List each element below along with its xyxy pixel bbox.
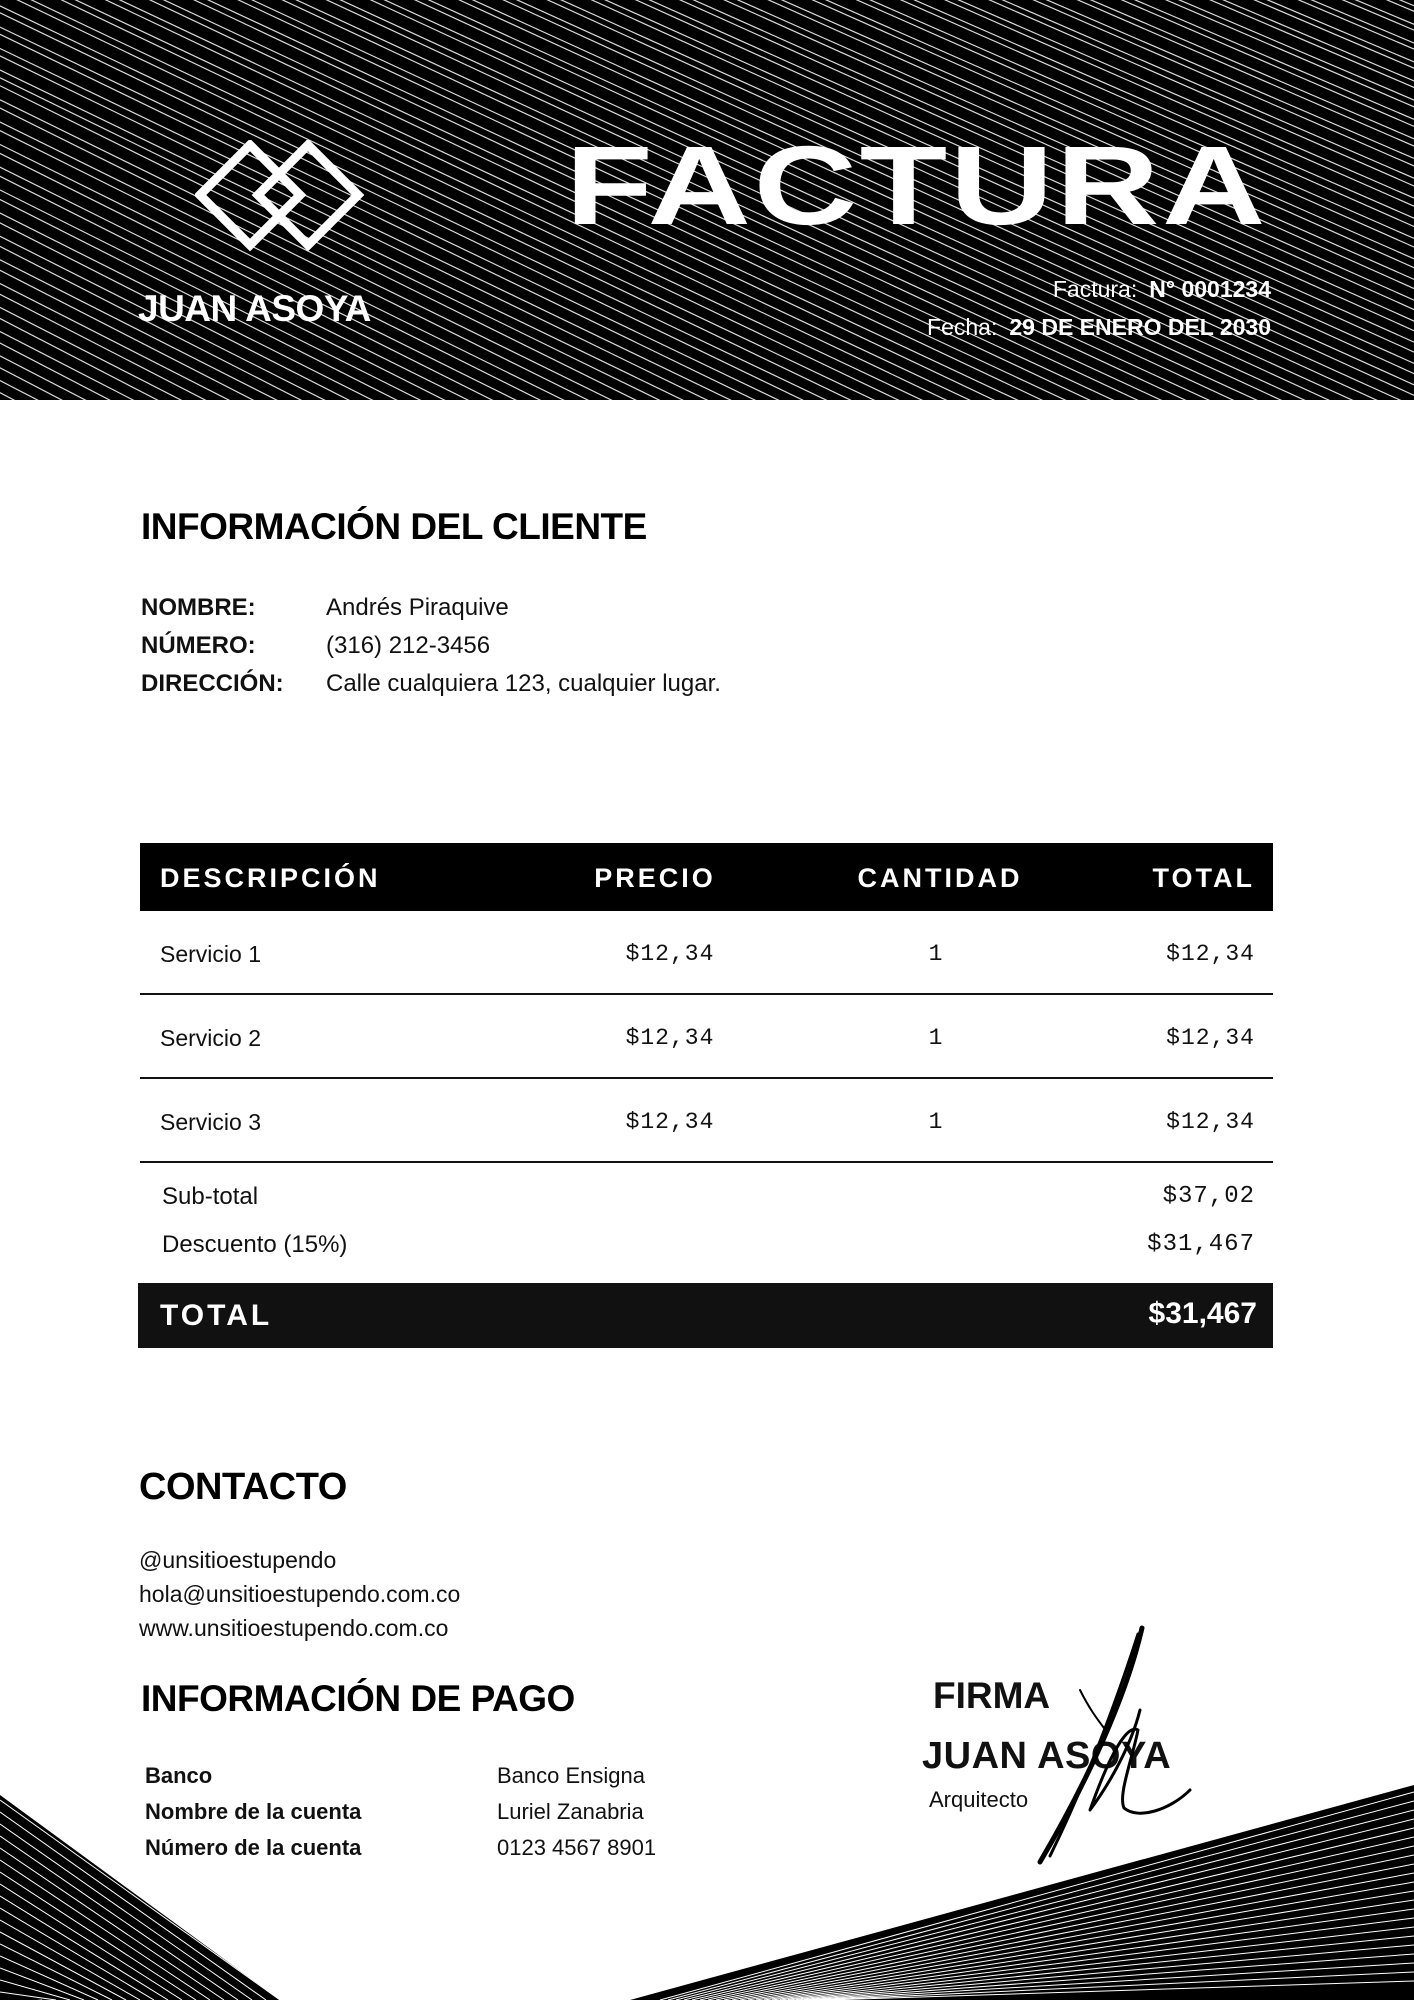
payment-account-number-value: 0123 4567 8901 <box>497 1835 657 1860</box>
invoice-date: 29 DE ENERO DEL 2030 <box>1009 314 1271 340</box>
payment-info-title: INFORMACIÓN DE PAGO <box>141 1678 575 1719</box>
document-title: FACTURA <box>565 123 1268 248</box>
client-address-label: DIRECCIÓN: <box>141 670 284 697</box>
client-name-value: Andrés Piraquive <box>326 594 509 621</box>
invoice-number: N° 0001234 <box>1149 276 1271 302</box>
discount-value: $31,467 <box>1147 1231 1255 1258</box>
item-price: $12,34 <box>625 941 715 967</box>
item-total: $12,34 <box>1166 1109 1255 1135</box>
item-price: $12,34 <box>625 1109 715 1135</box>
item-price: $12,34 <box>625 1025 715 1051</box>
discount-label: Descuento (15%) <box>162 1231 348 1258</box>
payment-account-name-value: Luriel Zanabria <box>497 1799 644 1824</box>
item-quantity: 1 <box>928 1109 944 1135</box>
handwritten-signature-icon <box>1020 1620 1210 1870</box>
grand-total-label: TOTAL <box>160 1299 273 1332</box>
client-phone-value: (316) 212-3456 <box>326 632 491 659</box>
payment-account-name-label: Nombre de la cuenta <box>145 1799 362 1824</box>
item-total: $12,34 <box>1166 1025 1255 1051</box>
payment-account-number-label: Número de la cuenta <box>145 1835 362 1860</box>
payment-bank-value: Banco Ensigna <box>497 1763 645 1788</box>
column-header-price: PRECIO <box>594 863 716 893</box>
signer-role: Arquitecto <box>929 1787 1029 1812</box>
contact-email: hola@unsitioestupendo.com.co <box>139 1581 461 1607</box>
grand-total-value: $31,467 <box>1148 1297 1257 1330</box>
signer-name: JUAN ASOYA <box>922 1735 1172 1777</box>
signature-label: FIRMA <box>933 1675 1051 1716</box>
client-phone-label: NÚMERO: <box>141 632 256 659</box>
item-description: Servicio 1 <box>160 941 261 967</box>
item-description: Servicio 2 <box>160 1025 261 1051</box>
contact-social-handle: @unsitioestupendo <box>139 1547 337 1573</box>
item-quantity: 1 <box>928 941 944 967</box>
client-address-value: Calle cualquiera 123, cualquier lugar. <box>326 670 721 697</box>
invoice-date-label: Fecha: <box>927 314 998 340</box>
contact-website: www.unsitioestupendo.com.co <box>139 1615 449 1641</box>
client-name-label: NOMBRE: <box>141 594 256 621</box>
payment-bank-label: Banco <box>145 1763 213 1788</box>
item-total: $12,34 <box>1166 941 1255 967</box>
subtotal-value: $37,02 <box>1162 1183 1255 1210</box>
subtotal-label: Sub-total <box>162 1183 259 1210</box>
column-header-quantity: CANTIDAD <box>857 863 1023 893</box>
contact-title: CONTACTO <box>139 1466 347 1508</box>
item-description: Servicio 3 <box>160 1109 261 1135</box>
invoice-number-label: Factura: <box>1052 276 1138 302</box>
item-quantity: 1 <box>928 1025 944 1051</box>
client-info-title: INFORMACIÓN DEL CLIENTE <box>141 506 647 547</box>
column-header-description: DESCRIPCIÓN <box>160 863 381 893</box>
brand-name: JUAN ASOYA <box>138 288 371 329</box>
column-header-total: TOTAL <box>1152 863 1255 893</box>
